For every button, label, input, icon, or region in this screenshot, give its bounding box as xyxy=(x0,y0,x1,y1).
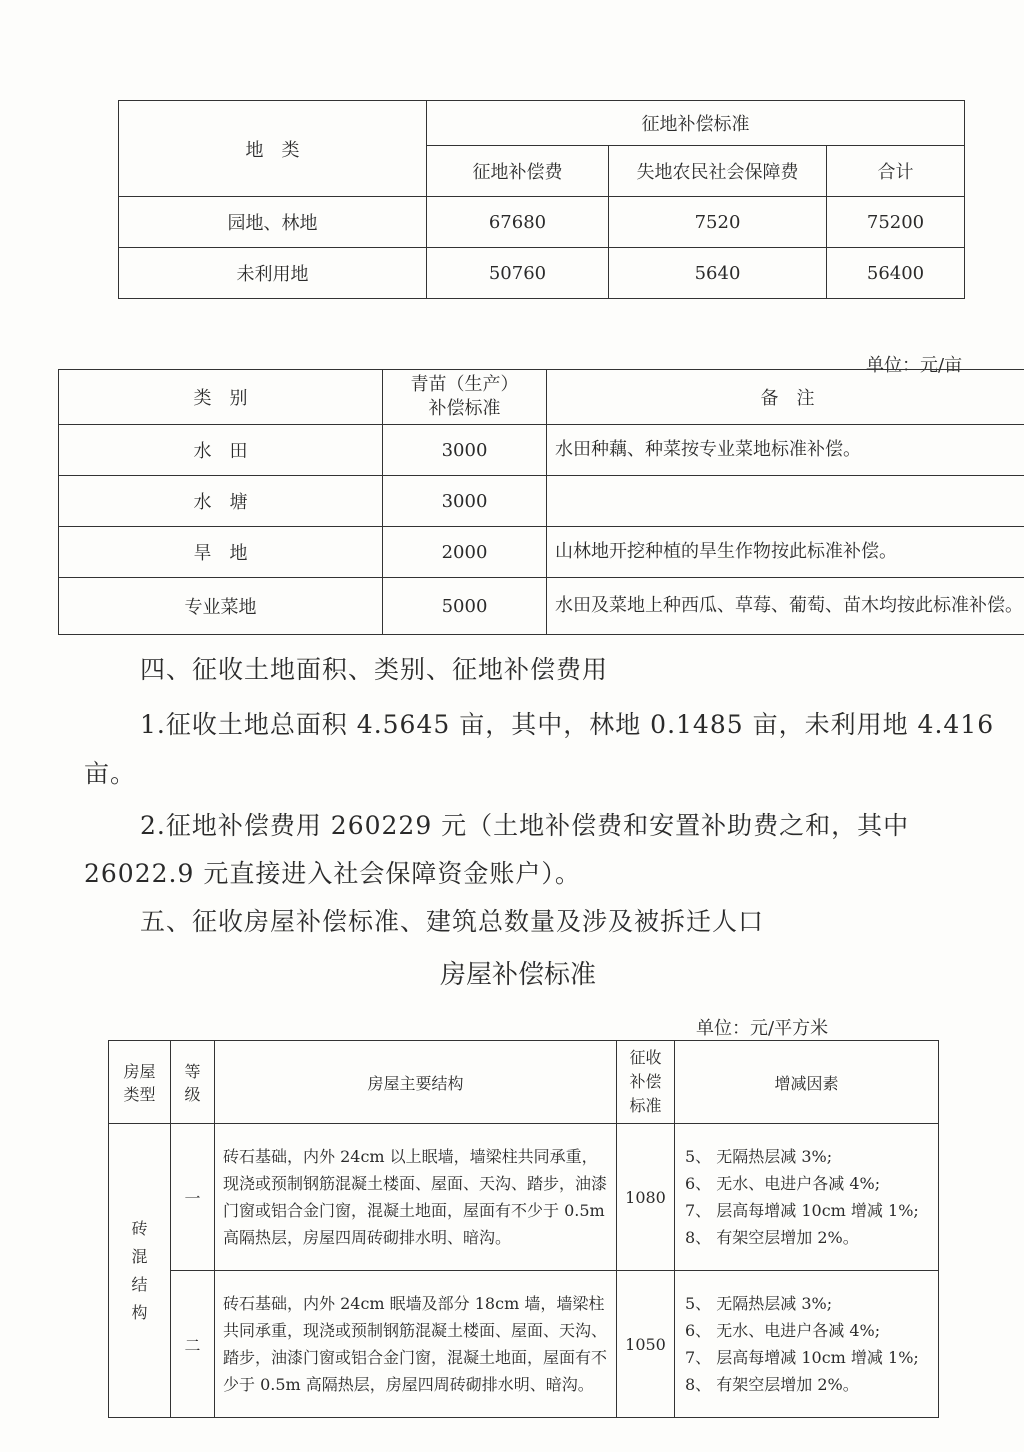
table-row xyxy=(119,197,965,248)
land-type-cell: 未利用地 xyxy=(119,248,427,299)
standard-cell: 3000 xyxy=(383,476,547,527)
paragraph-2-line-2: 26022.9 元直接进入社会保障资金账户）。 xyxy=(84,859,581,888)
category-header: 类 别 xyxy=(59,370,383,425)
factor-item: 7、 层高每增减 10cm 增减 1%; xyxy=(685,1201,919,1220)
category-cell: 旱 地 xyxy=(59,527,383,578)
category-cell: 水 田 xyxy=(59,425,383,476)
factors-cell xyxy=(675,1124,939,1271)
grade-cell: 二 xyxy=(171,1271,215,1418)
factor-item: 5、 无隔热层减 3%; xyxy=(685,1147,833,1166)
paragraph-2-line-1: 2.征地补偿费用 260229 元（土地补偿费和安置补助费之和，其中 xyxy=(140,811,910,840)
standard-cell: 5000 xyxy=(383,578,547,635)
factor-item: 6、 无水、电进户各减 4%; xyxy=(685,1174,881,1193)
house-type-cell: 砖混结构 xyxy=(109,1124,171,1418)
table-row xyxy=(109,1271,939,1418)
grade-cell: 一 xyxy=(171,1124,215,1271)
section-5-heading: 五、征收房屋补偿标准、建筑总数量及涉及被拆迁人口 xyxy=(140,907,765,936)
table-row xyxy=(59,476,1024,527)
factor-item: 8、 有架空层增加 2%。 xyxy=(685,1375,859,1394)
crop-standard-header: 青苗（生产）补偿标准 xyxy=(383,370,547,425)
note-cell: 水田种藕、种菜按专业菜地标准补偿。 xyxy=(547,425,1024,476)
category-cell: 水 塘 xyxy=(59,476,383,527)
house-type-header: 房屋类型 xyxy=(109,1041,171,1124)
col-header-compensation: 征地补偿费 xyxy=(427,146,609,197)
structure-cell: 砖石基础，内外 24cm 以上眠墙，墙梁柱共同承重，现浇或预制钢筋混凝土楼面、屋面、天沟、踏步，油漆门窗或铝合金门窗，混凝土地面，屋面有不少于 0.5m 高隔热层，房屋四周砖砌排水明、暗沟。 xyxy=(215,1124,617,1271)
security-cell: 7520 xyxy=(609,197,827,248)
note-cell: 水田及菜地上种西瓜、草莓、葡萄、苗木均按此标准补偿。 xyxy=(547,578,1024,635)
house-table-title: 房屋补偿标准 xyxy=(440,960,597,990)
factor-item: 8、 有架空层增加 2%。 xyxy=(685,1228,859,1247)
structure-cell: 砖石基础，内外 24cm 眠墙及部分 18cm 墙，墙梁柱共同承重，现浇或预制钢筋混凝土楼面、屋面、天沟、踏步，油漆门窗或铝合金门窗，混凝土地面，屋面有不少于 0.5m 高隔热层，房屋四周砖砌排水明、暗沟。 xyxy=(215,1271,617,1418)
house-standard-cell: 1080 xyxy=(617,1124,675,1271)
table-row xyxy=(109,1124,939,1271)
section-4-heading: 四、征收土地面积、类别、征地补偿费用 xyxy=(140,655,609,684)
grade-header: 等级 xyxy=(171,1041,215,1124)
factors-header: 增减因素 xyxy=(675,1041,939,1124)
security-cell: 5640 xyxy=(609,248,827,299)
category-cell: 专业菜地 xyxy=(59,578,383,635)
unit-label-mu: 单位：元/亩 xyxy=(866,355,963,376)
house-compensation-table xyxy=(108,1040,939,1418)
land-type-header: 地 类 xyxy=(119,101,427,197)
land-compensation-table xyxy=(118,100,965,299)
standard-cell: 2000 xyxy=(383,527,547,578)
table-row xyxy=(59,578,1024,635)
col-header-total: 合计 xyxy=(827,146,965,197)
compensation-cell: 67680 xyxy=(427,197,609,248)
unit-label-sqm: 单位：元/平方米 xyxy=(696,1018,829,1039)
house-standard-cell: 1050 xyxy=(617,1271,675,1418)
note-cell xyxy=(547,476,1024,527)
paragraph-1-line-1: 1.征收土地总面积 4.5645 亩，其中，林地 0.1485 亩，未利用地 4.416 xyxy=(140,710,995,739)
structure-header: 房屋主要结构 xyxy=(215,1041,617,1124)
factor-item: 6、 无水、电进户各减 4%; xyxy=(685,1321,881,1340)
house-standard-header: 征收补偿标准 xyxy=(617,1041,675,1124)
paragraph-1-line-2: 亩。 xyxy=(84,759,137,788)
col-header-security: 失地农民社会保障费 xyxy=(609,146,827,197)
total-cell: 56400 xyxy=(827,248,965,299)
factor-item: 5、 无隔热层减 3%; xyxy=(685,1294,833,1313)
total-cell: 75200 xyxy=(827,197,965,248)
compensation-cell: 50760 xyxy=(427,248,609,299)
crop-compensation-table xyxy=(58,369,1024,635)
table-row xyxy=(59,425,1024,476)
standard-header: 征地补偿标准 xyxy=(427,101,965,146)
land-type-cell: 园地、林地 xyxy=(119,197,427,248)
factors-cell xyxy=(675,1271,939,1418)
note-cell: 山林地开挖种植的旱生作物按此标准补偿。 xyxy=(547,527,1024,578)
note-header: 备 注 xyxy=(547,370,1024,425)
table-row xyxy=(59,527,1024,578)
table-row xyxy=(119,248,965,299)
standard-cell: 3000 xyxy=(383,425,547,476)
factor-item: 7、 层高每增减 10cm 增减 1%; xyxy=(685,1348,919,1367)
